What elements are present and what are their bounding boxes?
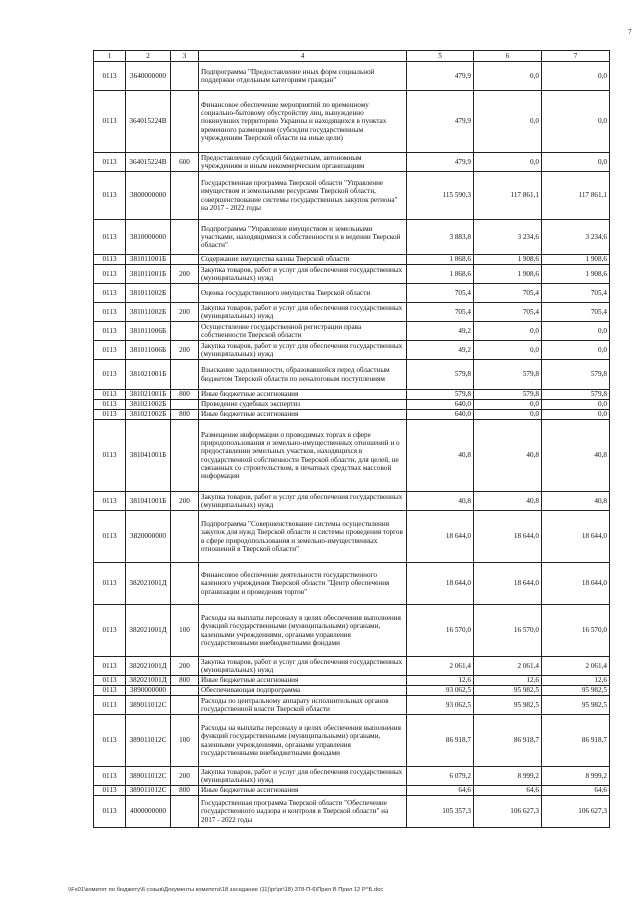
target-article-cell: 389011012С bbox=[126, 715, 171, 767]
amount-year3-cell: 95 982,5 bbox=[542, 686, 610, 696]
section-code-cell: 0113 bbox=[94, 303, 126, 322]
file-path-footer: \\Fs01\комитет по бюджету\6 созыв\Документы комитета\18 заседание (11)\pr\pr\18) 378-П-6\Прил В Прил 12 Р^Б.doc bbox=[68, 887, 384, 893]
amount-year1-cell: 3 883,8 bbox=[407, 220, 474, 255]
expense-type-cell: 800 bbox=[171, 676, 199, 686]
amount-year1-cell: 579,8 bbox=[407, 360, 474, 390]
table-row bbox=[94, 696, 610, 715]
description-cell: Иные бюджетные ассигнования bbox=[199, 786, 407, 796]
amount-year1-cell: 2 061,4 bbox=[407, 657, 474, 676]
table-row bbox=[94, 605, 610, 657]
target-article-cell: 364015224В bbox=[126, 153, 171, 172]
section-code-cell: 0113 bbox=[94, 715, 126, 767]
description-cell: Подпрограмма "Управление имуществом и земельными участками, находящимися в собственности и в ведении Тверской области" bbox=[199, 220, 407, 255]
amount-year2-cell: 0,0 bbox=[474, 341, 542, 360]
amount-year3-cell: 18 644,0 bbox=[542, 563, 610, 605]
target-article-cell: 381011002Б bbox=[126, 284, 171, 303]
section-code-cell: 0113 bbox=[94, 696, 126, 715]
target-article-cell: 381011001Б bbox=[126, 265, 171, 284]
target-article-cell: 381041001Б bbox=[126, 492, 171, 511]
table-row bbox=[94, 796, 610, 828]
amount-year3-cell: 1 908,6 bbox=[542, 265, 610, 284]
amount-year3-cell: 0,0 bbox=[542, 400, 610, 410]
budget-table bbox=[93, 50, 610, 828]
amount-year3-cell: 705,4 bbox=[542, 303, 610, 322]
target-article-cell: 381011001Б bbox=[126, 255, 171, 265]
description-cell: Государственная программа Тверской области "Управление имуществом и земельными ресурсами Тверской области, совершенствование системы государственных закупок региона" на 2017 - 2022 годы bbox=[199, 172, 407, 220]
amount-year3-cell: 0,0 bbox=[542, 153, 610, 172]
section-code-cell: 0113 bbox=[94, 360, 126, 390]
amount-year1-cell: 705,4 bbox=[407, 303, 474, 322]
amount-year1-cell: 479,9 bbox=[407, 91, 474, 153]
target-article-cell: 382021001Д bbox=[126, 563, 171, 605]
section-code-cell: 0113 bbox=[94, 420, 126, 492]
target-article-cell: 3800000000 bbox=[126, 172, 171, 220]
description-cell: Размещение информации о проводимых торгах в сфере природопользования и земельно-имущественных отношений и о предоставлении земельных участков, находящихся в государственной собственности Тверской области, для целей, не связанных со строительством, в печатных средствах массовой информации bbox=[199, 420, 407, 492]
column-number: 1 bbox=[94, 51, 126, 62]
column-number: 5 bbox=[407, 51, 474, 62]
section-code-cell: 0113 bbox=[94, 605, 126, 657]
section-code-cell: 0113 bbox=[94, 341, 126, 360]
description-cell: Закупка товаров, работ и услуг для обеспечения государственных (муниципальных) нужд bbox=[199, 303, 407, 322]
amount-year2-cell: 579,8 bbox=[474, 360, 542, 390]
target-article-cell: 4000000000 bbox=[126, 796, 171, 828]
expense-type-cell: 200 bbox=[171, 303, 199, 322]
amount-year1-cell: 579,8 bbox=[407, 390, 474, 400]
section-code-cell: 0113 bbox=[94, 410, 126, 420]
amount-year1-cell: 640,0 bbox=[407, 400, 474, 410]
amount-year3-cell: 18 644,0 bbox=[542, 511, 610, 563]
expense-type-cell bbox=[171, 511, 199, 563]
description-cell: Государственная программа Тверской области "Обеспечение государственного надзора и контроля в Тверской области" на 2017 - 2022 годы bbox=[199, 796, 407, 828]
amount-year1-cell: 49,2 bbox=[407, 341, 474, 360]
amount-year1-cell: 16 570,0 bbox=[407, 605, 474, 657]
expense-type-cell bbox=[171, 220, 199, 255]
section-code-cell: 0113 bbox=[94, 657, 126, 676]
amount-year3-cell: 86 918,7 bbox=[542, 715, 610, 767]
amount-year1-cell: 115 590,3 bbox=[407, 172, 474, 220]
target-article-cell: 381011002Б bbox=[126, 303, 171, 322]
section-code-cell: 0113 bbox=[94, 91, 126, 153]
amount-year3-cell: 117 861,1 bbox=[542, 172, 610, 220]
column-number: 7 bbox=[542, 51, 610, 62]
expense-type-cell: 200 bbox=[171, 767, 199, 786]
target-article-cell: 382021001Д bbox=[126, 657, 171, 676]
expense-type-cell: 200 bbox=[171, 265, 199, 284]
target-article-cell: 381021002Б bbox=[126, 410, 171, 420]
expense-type-cell: 800 bbox=[171, 390, 199, 400]
table-row bbox=[94, 657, 610, 676]
expense-type-cell: 800 bbox=[171, 786, 199, 796]
amount-year1-cell: 12,6 bbox=[407, 676, 474, 686]
amount-year1-cell: 105 357,3 bbox=[407, 796, 474, 828]
amount-year3-cell: 40,8 bbox=[542, 492, 610, 511]
description-cell: Иные бюджетные ассигнования bbox=[199, 410, 407, 420]
amount-year1-cell: 93 062,5 bbox=[407, 686, 474, 696]
amount-year3-cell: 12,6 bbox=[542, 676, 610, 686]
amount-year2-cell: 579,8 bbox=[474, 390, 542, 400]
section-code-cell: 0113 bbox=[94, 265, 126, 284]
section-code-cell: 0113 bbox=[94, 511, 126, 563]
expense-type-cell: 200 bbox=[171, 657, 199, 676]
description-cell: Осуществление государственной регистрации права собственности Тверской области bbox=[199, 322, 407, 341]
description-cell: Иные бюджетные ассигнования bbox=[199, 390, 407, 400]
target-article-cell: 389011012С bbox=[126, 696, 171, 715]
table-row bbox=[94, 255, 610, 265]
amount-year2-cell: 106 627,3 bbox=[474, 796, 542, 828]
section-code-cell: 0113 bbox=[94, 492, 126, 511]
amount-year1-cell: 18 644,0 bbox=[407, 511, 474, 563]
table-row bbox=[94, 153, 610, 172]
description-cell: Предоставление субсидий бюджетным, автономным учреждениям и иным некоммерческим организациям bbox=[199, 153, 407, 172]
table-row bbox=[94, 511, 610, 563]
expense-type-cell: 600 bbox=[171, 153, 199, 172]
section-code-cell: 0113 bbox=[94, 220, 126, 255]
description-cell: Расходы по центральному аппарату исполнительных органов государственной власти Тверской области bbox=[199, 696, 407, 715]
description-cell: Расходы на выплаты персоналу в целях обеспечения выполнения функций государственными (муниципальными) органами, казенными учреждениями, органами управления государственными внебюджетными фондами bbox=[199, 715, 407, 767]
section-code-cell: 0113 bbox=[94, 786, 126, 796]
amount-year2-cell: 12,6 bbox=[474, 676, 542, 686]
expense-type-cell bbox=[171, 400, 199, 410]
section-code-cell: 0113 bbox=[94, 796, 126, 828]
description-cell: Закупка товаров, работ и услуг для обеспечения государственных (муниципальных) нужд bbox=[199, 492, 407, 511]
table-row bbox=[94, 410, 610, 420]
amount-year3-cell: 106 627,3 bbox=[542, 796, 610, 828]
table-row bbox=[94, 220, 610, 255]
target-article-cell: 389011012С bbox=[126, 767, 171, 786]
section-code-cell: 0113 bbox=[94, 62, 126, 91]
expense-type-cell bbox=[171, 563, 199, 605]
amount-year3-cell: 95 982,5 bbox=[542, 696, 610, 715]
amount-year2-cell: 0,0 bbox=[474, 400, 542, 410]
table-row bbox=[94, 62, 610, 91]
section-code-cell: 0113 bbox=[94, 322, 126, 341]
table-row bbox=[94, 172, 610, 220]
table-row bbox=[94, 400, 610, 410]
amount-year2-cell: 0,0 bbox=[474, 153, 542, 172]
amount-year2-cell: 95 982,5 bbox=[474, 686, 542, 696]
description-cell: Обеспечивающая подпрограмма bbox=[199, 686, 407, 696]
amount-year1-cell: 64,6 bbox=[407, 786, 474, 796]
target-article-cell: 3810000000 bbox=[126, 220, 171, 255]
amount-year3-cell: 705,4 bbox=[542, 284, 610, 303]
amount-year2-cell: 117 861,1 bbox=[474, 172, 542, 220]
amount-year2-cell: 1 908,6 bbox=[474, 265, 542, 284]
expense-type-cell bbox=[171, 255, 199, 265]
expense-type-cell bbox=[171, 172, 199, 220]
amount-year2-cell: 18 644,0 bbox=[474, 511, 542, 563]
table-row bbox=[94, 360, 610, 390]
description-cell: Закупка товаров, работ и услуг для обеспечения государственных (муниципальных) нужд bbox=[199, 767, 407, 786]
section-code-cell: 0113 bbox=[94, 686, 126, 696]
amount-year1-cell: 86 918,7 bbox=[407, 715, 474, 767]
target-article-cell: 381021001Б bbox=[126, 390, 171, 400]
description-cell: Подпрограмма "Предоставление иных форм социальной поддержки отдельным категориям граждан" bbox=[199, 62, 407, 91]
amount-year1-cell: 93 062,5 bbox=[407, 696, 474, 715]
table-row bbox=[94, 786, 610, 796]
amount-year1-cell: 49,2 bbox=[407, 322, 474, 341]
description-cell: Закупка товаров, работ и услуг для обеспечения государственных (муниципальных) нужд bbox=[199, 657, 407, 676]
target-article-cell: 382021001Д bbox=[126, 605, 171, 657]
description-cell: Закупка товаров, работ и услуг для обеспечения государственных (муниципальных) нужд bbox=[199, 341, 407, 360]
amount-year2-cell: 8 999,2 bbox=[474, 767, 542, 786]
amount-year2-cell: 705,4 bbox=[474, 303, 542, 322]
amount-year2-cell: 3 234,6 bbox=[474, 220, 542, 255]
target-article-cell: 381011006Б bbox=[126, 341, 171, 360]
section-code-cell: 0113 bbox=[94, 390, 126, 400]
amount-year3-cell: 0,0 bbox=[542, 341, 610, 360]
description-cell: Финансовое обеспечение деятельности государственного казенного учреждения Тверской области "Центр обеспечения организации и проведения торгов" bbox=[199, 563, 407, 605]
expense-type-cell bbox=[171, 62, 199, 91]
amount-year2-cell: 1 908,6 bbox=[474, 255, 542, 265]
amount-year1-cell: 6 079,2 bbox=[407, 767, 474, 786]
expense-type-cell bbox=[171, 91, 199, 153]
column-number: 3 bbox=[171, 51, 199, 62]
amount-year2-cell: 2 061,4 bbox=[474, 657, 542, 676]
description-cell: Подпрограмма "Совершенствование системы осуществления закупок для нужд Тверской области и системы проведения торгов в сфере природопользования и земельно-имущественных отношений в Тверской области" bbox=[199, 511, 407, 563]
target-article-cell: 3640000000 bbox=[126, 62, 171, 91]
amount-year1-cell: 640,0 bbox=[407, 410, 474, 420]
expense-type-cell: 100 bbox=[171, 715, 199, 767]
target-article-cell: 389011012С bbox=[126, 786, 171, 796]
expense-type-cell: 200 bbox=[171, 492, 199, 511]
amount-year2-cell: 18 644,0 bbox=[474, 563, 542, 605]
target-article-cell: 381011006Б bbox=[126, 322, 171, 341]
target-article-cell: 381041001Б bbox=[126, 420, 171, 492]
description-cell: Взыскание задолженности, образовавшейся перед областным бюджетом Тверской области по неналоговым поступлениям bbox=[199, 360, 407, 390]
table-row bbox=[94, 715, 610, 767]
table-row bbox=[94, 390, 610, 400]
table-row bbox=[94, 767, 610, 786]
section-code-cell: 0113 bbox=[94, 153, 126, 172]
amount-year2-cell: 40,8 bbox=[474, 492, 542, 511]
amount-year2-cell: 0,0 bbox=[474, 410, 542, 420]
description-cell: Оценка государственного имущества Тверской области bbox=[199, 284, 407, 303]
column-number: 6 bbox=[474, 51, 542, 62]
amount-year2-cell: 0,0 bbox=[474, 91, 542, 153]
amount-year1-cell: 1 868,6 bbox=[407, 265, 474, 284]
amount-year1-cell: 1 868,6 bbox=[407, 255, 474, 265]
amount-year2-cell: 0,0 bbox=[474, 62, 542, 91]
amount-year2-cell: 86 918,7 bbox=[474, 715, 542, 767]
expense-type-cell: 200 bbox=[171, 341, 199, 360]
table-row bbox=[94, 492, 610, 511]
description-cell: Расходы на выплаты персоналу в целях обеспечения выполнения функций государственными (муниципальными) органами, казенными учреждениями, органами управления государственными внебюджетными фондами bbox=[199, 605, 407, 657]
target-article-cell: 3820000000 bbox=[126, 511, 171, 563]
expense-type-cell bbox=[171, 420, 199, 492]
amount-year3-cell: 3 234,6 bbox=[542, 220, 610, 255]
expense-type-cell: 100 bbox=[171, 605, 199, 657]
amount-year1-cell: 479,9 bbox=[407, 62, 474, 91]
section-code-cell: 0113 bbox=[94, 172, 126, 220]
amount-year1-cell: 479,9 bbox=[407, 153, 474, 172]
amount-year3-cell: 64,6 bbox=[542, 786, 610, 796]
amount-year2-cell: 40,8 bbox=[474, 420, 542, 492]
expense-type-cell bbox=[171, 686, 199, 696]
target-article-cell: 3890000000 bbox=[126, 686, 171, 696]
description-cell: Финансовое обеспечение мероприятий по временному социально-бытовому обустройству лиц, вынужденно покинувших территорию Украины и находящихся в пунктах временного размещения (субсидии государственным учреждениям Тверской области на иные цели) bbox=[199, 91, 407, 153]
description-cell: Проведение судебных экспертиз bbox=[199, 400, 407, 410]
amount-year3-cell: 8 999,2 bbox=[542, 767, 610, 786]
expense-type-cell bbox=[171, 696, 199, 715]
section-code-cell: 0113 bbox=[94, 767, 126, 786]
expense-type-cell bbox=[171, 284, 199, 303]
target-article-cell: 382021001Д bbox=[126, 676, 171, 686]
page-number: 7 bbox=[628, 28, 632, 36]
amount-year3-cell: 579,8 bbox=[542, 390, 610, 400]
expense-type-cell bbox=[171, 360, 199, 390]
column-number: 2 bbox=[126, 51, 171, 62]
table-row bbox=[94, 322, 610, 341]
amount-year3-cell: 0,0 bbox=[542, 91, 610, 153]
table-row bbox=[94, 563, 610, 605]
amount-year1-cell: 18 644,0 bbox=[407, 563, 474, 605]
section-code-cell: 0113 bbox=[94, 676, 126, 686]
description-cell: Закупка товаров, работ и услуг для обеспечения государственных (муниципальных) нужд bbox=[199, 265, 407, 284]
column-number-row bbox=[94, 51, 610, 62]
amount-year2-cell: 705,4 bbox=[474, 284, 542, 303]
amount-year2-cell: 64,6 bbox=[474, 786, 542, 796]
amount-year2-cell: 95 982,5 bbox=[474, 696, 542, 715]
amount-year2-cell: 0,0 bbox=[474, 322, 542, 341]
section-code-cell: 0113 bbox=[94, 255, 126, 265]
amount-year3-cell: 0,0 bbox=[542, 410, 610, 420]
expense-type-cell: 800 bbox=[171, 410, 199, 420]
amount-year1-cell: 40,8 bbox=[407, 492, 474, 511]
table-row bbox=[94, 303, 610, 322]
expense-type-cell bbox=[171, 796, 199, 828]
expense-type-cell bbox=[171, 322, 199, 341]
amount-year3-cell: 40,8 bbox=[542, 420, 610, 492]
amount-year1-cell: 705,4 bbox=[407, 284, 474, 303]
column-number: 4 bbox=[199, 51, 407, 62]
table-row bbox=[94, 686, 610, 696]
table-row bbox=[94, 91, 610, 153]
table-row bbox=[94, 284, 610, 303]
amount-year1-cell: 40,8 bbox=[407, 420, 474, 492]
table-row bbox=[94, 676, 610, 686]
section-code-cell: 0113 bbox=[94, 563, 126, 605]
amount-year3-cell: 0,0 bbox=[542, 322, 610, 341]
table-row bbox=[94, 420, 610, 492]
section-code-cell: 0113 bbox=[94, 284, 126, 303]
amount-year3-cell: 2 061,4 bbox=[542, 657, 610, 676]
amount-year2-cell: 16 570,0 bbox=[474, 605, 542, 657]
target-article-cell: 381021002Б bbox=[126, 400, 171, 410]
target-article-cell: 364015224В bbox=[126, 91, 171, 153]
description-cell: Иные бюджетные ассигнования bbox=[199, 676, 407, 686]
table-row bbox=[94, 265, 610, 284]
amount-year3-cell: 0,0 bbox=[542, 62, 610, 91]
description-cell: Содержание имущества казны Тверской области bbox=[199, 255, 407, 265]
table-row bbox=[94, 341, 610, 360]
amount-year3-cell: 16 570,0 bbox=[542, 605, 610, 657]
amount-year3-cell: 1 908,6 bbox=[542, 255, 610, 265]
section-code-cell: 0113 bbox=[94, 400, 126, 410]
target-article-cell: 381021001Б bbox=[126, 360, 171, 390]
amount-year3-cell: 579,8 bbox=[542, 360, 610, 390]
